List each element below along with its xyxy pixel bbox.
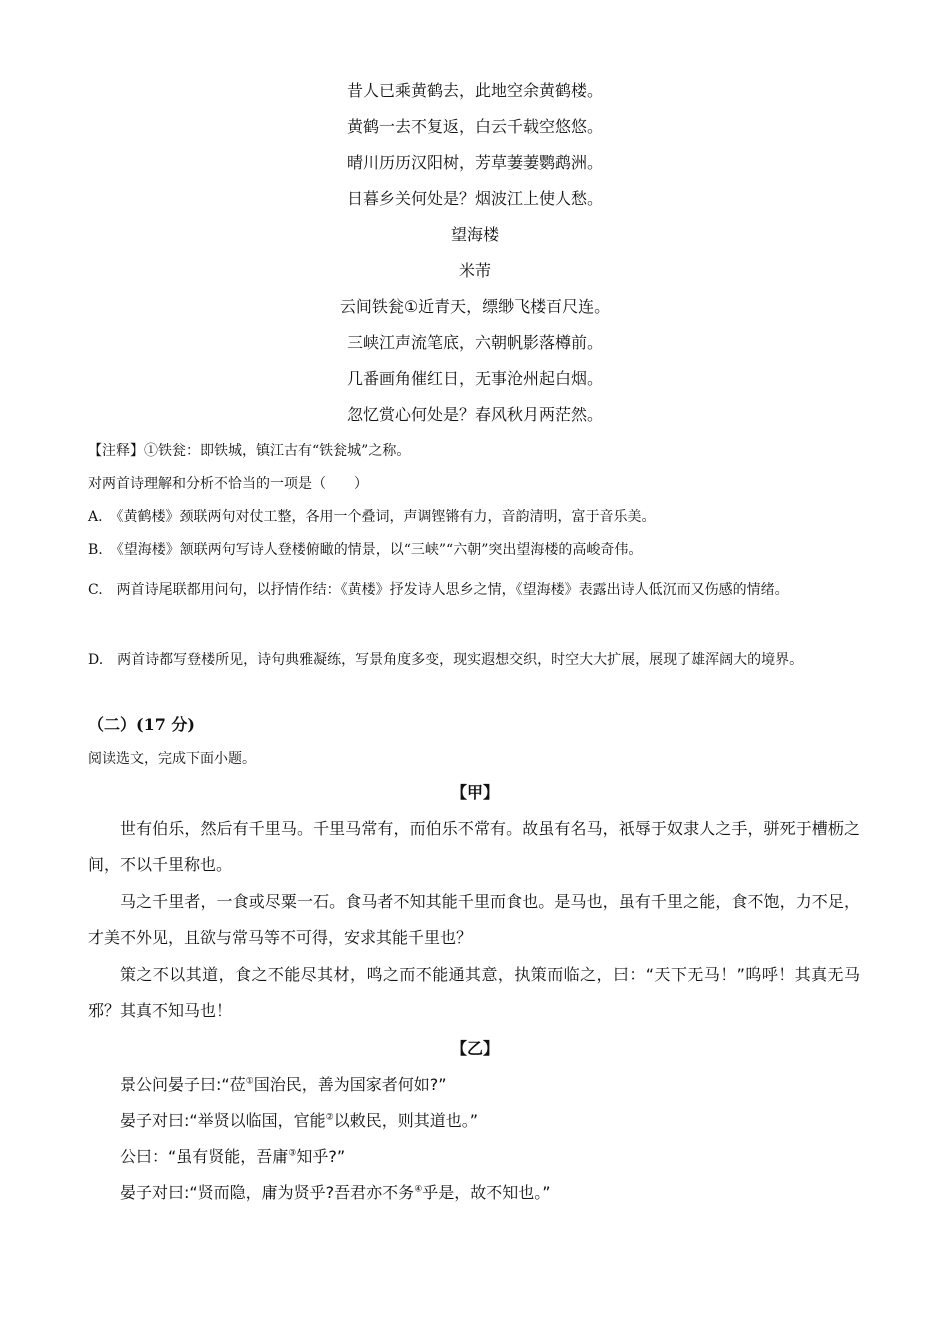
poem1-line-2: 黄鹤一去不复返，白云千载空悠悠。 (346, 117, 603, 136)
yi-line-1: 景公问晏子曰:“莅①国治民，善为国家者何如?” (120, 1075, 447, 1094)
question-stem: 对两首诗理解和分析不恰当的一项是（ ） (88, 476, 368, 492)
annotation-note: 【注释】①铁瓮：即铁城，镇江古有“铁瓮城”之称。 (88, 443, 411, 459)
poem2-line-2: 三峡江声流笔底，六朝帆影落樽前。 (346, 333, 603, 352)
poem2-line-4: 忽忆赏心何处是？春风秋月两茫然。 (346, 405, 603, 424)
option-a: A. 《黄鹤楼》颈联两句对仗工整，各用一个叠词，声调铿锵有力，音韵清明，富于音乐美。 (88, 509, 656, 525)
jia-paragraph-2: 马之千里者，一食或尽粟一石。食马者不知其能千里而食也。是马也，虽有千里之能，食不饱，力不足，才美不外见，且欲与常马等不可得，安求其能千里也？ (88, 892, 860, 947)
poem1-line-1: 昔人已乘黄鹤去，此地空余黄鹤楼。 (346, 81, 603, 100)
footnote-mark-1: ① (245, 1076, 254, 1087)
yi-line-4: 晏子对曰:“贤而隐，庸为贤乎?吾君亦不务④乎是，故不知也。” (120, 1183, 551, 1202)
yi-line-3: 公曰：“虽有贤能，吾庸③知乎?” (120, 1147, 346, 1166)
footnote-mark-3: ③ (288, 1148, 297, 1159)
section-jia-title: 【甲】 (450, 783, 499, 802)
section-yi-title: 【乙】 (450, 1039, 499, 1058)
yi-line-2: 晏子对曰:“举贤以临国，官能②以敕民，则其道也。” (120, 1111, 479, 1130)
poem2-title: 望海楼 (450, 225, 499, 244)
option-d: D. 两首诗都写登楼所见，诗句典雅凝练，写景角度多变，现实遐想交织，时空大大扩展，展现了雄浑阔大的境界。 (88, 652, 804, 668)
option-c: C. 两首诗尾联都用问句，以抒情作结：《黄楼》抒发诗人思乡之情，《望海楼》表露出诗人低沉而又伤感的情绪。 (88, 582, 789, 598)
jia-paragraph-3: 策之不以其道，食之不能尽其材，鸣之而不能通其意，执策而临之，曰：“天下无马！”呜呼！其真无马邪？其真不知马也！ (88, 965, 860, 1020)
part2-heading: （二）(17 分) (88, 715, 195, 734)
poem2-line-1: 云间铁瓮①近青天，缥缈飞楼百尺连。 (339, 297, 611, 316)
option-b: B. 《望海楼》颔联两句写诗人登楼俯瞰的情景，以“三峡”“六朝”突出望海楼的高峻奇伟。 (88, 542, 643, 558)
poem2-author: 米芾 (458, 261, 491, 280)
part2-instruction: 阅读选文，完成下面小题。 (88, 751, 256, 767)
poem2-line-3: 几番画角催红日，无事沧州起白烟。 (346, 369, 603, 388)
footnote-mark-4: ④ (414, 1184, 423, 1195)
poem1-line-4: 日暮乡关何处是？烟波江上使人愁。 (346, 189, 603, 208)
poem1-line-3: 晴川历历汉阳树，芳草萋萋鹦鹉洲。 (346, 153, 603, 172)
jia-paragraph-1: 世有伯乐，然后有千里马。千里马常有，而伯乐不常有。故虽有名马，祇辱于奴隶人之手，骈死于槽枥之间，不以千里称也。 (88, 819, 860, 874)
footnote-mark-2: ② (325, 1112, 334, 1123)
